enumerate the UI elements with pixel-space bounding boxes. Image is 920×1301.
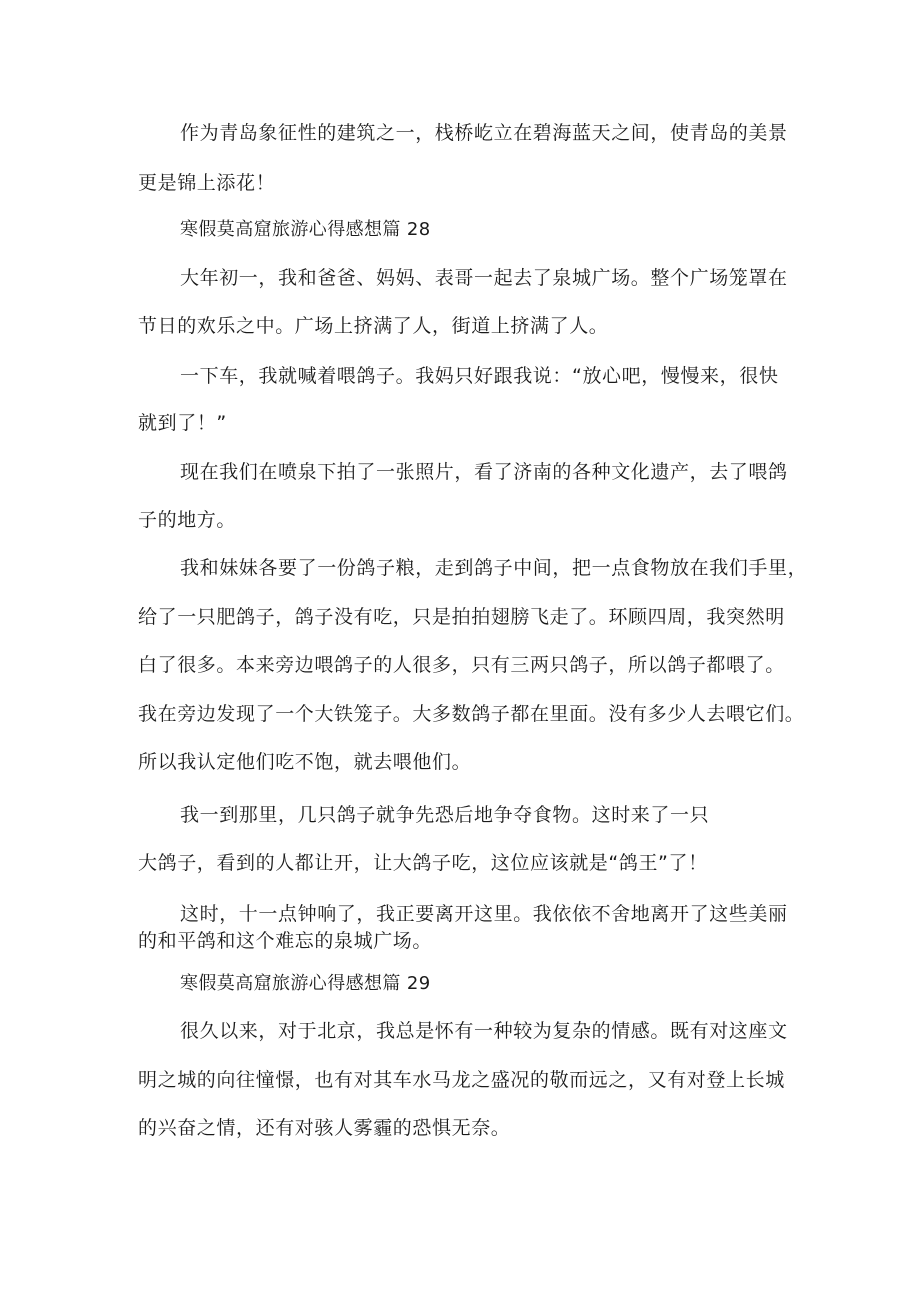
paragraph-line: 现在我们在喷泉下拍了一张照片，看了济南的各种文化遗产，去了喂鸽 [180, 461, 788, 483]
paragraph-line: 的和平鸽和这个难忘的泉城广场。 [138, 930, 433, 952]
paragraph-line: 子的地方。 [138, 509, 237, 531]
paragraph-line: 更是锦上添花！ [138, 172, 276, 194]
paragraph-line: 给了一只肥鸽子，鸽子没有吃，只是拍拍翅膀飞走了。环顾四周，我突然明 [138, 606, 785, 628]
paragraph-line: 我一到那里，几只鸽子就争先恐后地争夺食物。这时来了一只 [180, 804, 710, 826]
paragraph-line: 作为青岛象征性的建筑之一，栈桥屹立在碧海蓝天之间，使青岛的美景 [180, 122, 788, 144]
paragraph-line: 很久以来，对于北京，我总是怀有一种较为复杂的情感。既有对这座文 [180, 1020, 788, 1042]
paragraph-line: 大年初一，我和爸爸、妈妈、表哥一起去了泉城广场。整个广场笼罩在 [180, 267, 788, 289]
paragraph-line: 我在旁边发现了一个大铁笼子。大多数鸽子都在里面。没有多少人去喂它们。 [138, 703, 805, 725]
paragraph-line: 白了很多。本来旁边喂鸽子的人很多，只有三两只鸽子，所以鸽子都喂了。 [138, 654, 785, 676]
paragraph-line: 所以我认定他们吃不饱，就去喂他们。 [138, 751, 472, 773]
section-heading: 寒假莫高窟旅游心得感想篇 29 [180, 973, 431, 994]
paragraph-line: 节日的欢乐之中。广场上挤满了人，街道上挤满了人。 [138, 315, 609, 337]
paragraph-line: 我和妹妹各要了一份鸽子粮，走到鸽子中间，把一点食物放在我们手里， [180, 557, 808, 579]
paragraph-line: 明之城的向往憧憬，也有对其车水马龙之盛况的敬而远之，又有对登上长城 [138, 1069, 785, 1091]
paragraph-line: 就到了！” [138, 412, 227, 434]
paragraph-line: 大鸽子，看到的人都让开，让大鸽子吃，这位应该就是“鸽王”了！ [138, 852, 708, 874]
paragraph-line: 一下车，我就喊着喂鸽子。我妈只好跟我说：“放心吧，慢慢来，很快 [180, 365, 779, 387]
paragraph-line: 的兴奋之情，还有对骇人雾霾的恐惧无奈。 [138, 1117, 511, 1139]
section-heading: 寒假莫高窟旅游心得感想篇 28 [180, 219, 431, 240]
paragraph-line: 这时，十一点钟响了，我正要离开这里。我依依不舍地离开了这些美丽 [180, 903, 788, 925]
